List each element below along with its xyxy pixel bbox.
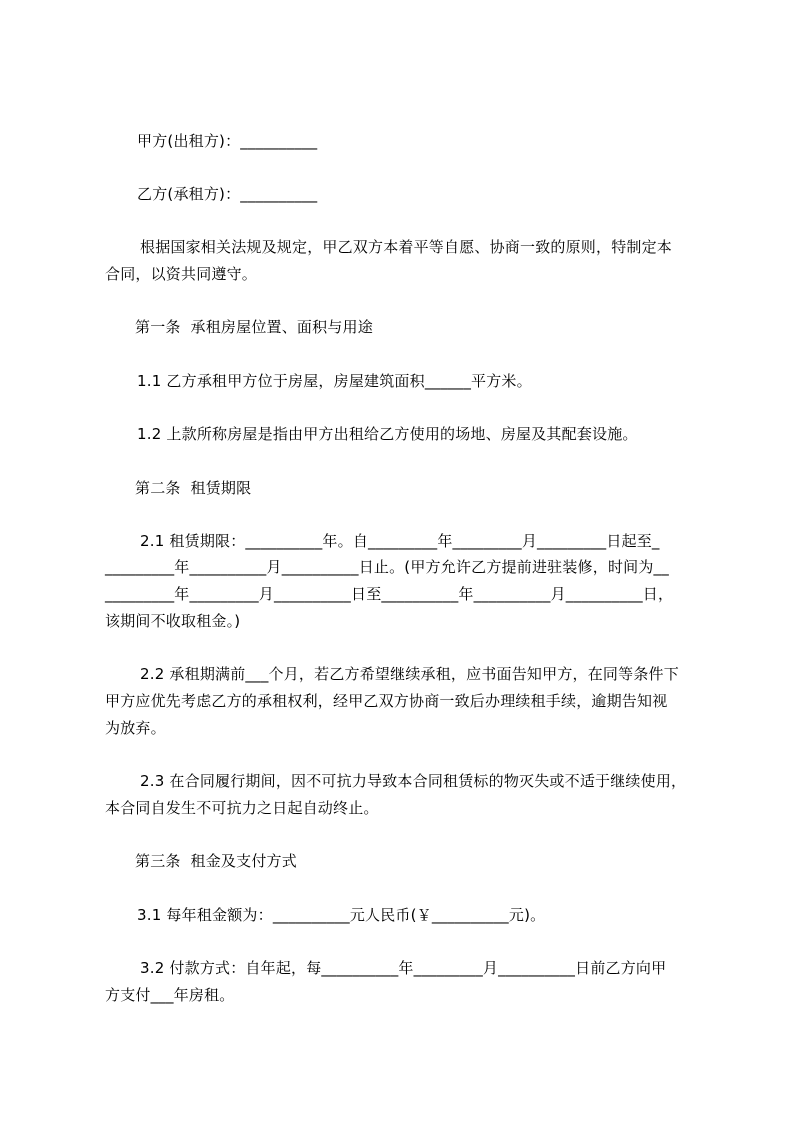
article-3-heading: 第三条 租金及支付方式 — [135, 852, 297, 870]
clause-2-1-line-4: 该期间不收取租金。) — [105, 612, 241, 630]
article-1-heading: 第一条 承租房屋位置、面积与用途 — [135, 318, 373, 336]
clause-2-3-line-1: 2.3 在合同履行期间，因不可抗力导致本合同租赁标的物灭失或不适于继续使用， — [140, 772, 687, 790]
article-2-heading: 第二条 租赁期限 — [135, 479, 252, 497]
clause-1-1: 1.1 乙方承租甲方位于房屋，房屋建筑面积______平方米。 — [137, 372, 532, 390]
clause-2-1-line-1: 2.1 租赁期限：__________年。自_________年_________月_________日起至_ — [140, 532, 660, 550]
clause-2-2-line-3: 为放弃。 — [105, 719, 166, 737]
clause-2-1-line-3: _________年_________月__________日至__________年__________月__________日， — [105, 585, 674, 603]
clause-3-2-line-2: 方支付___年房租。 — [105, 986, 235, 1004]
clause-2-2-line-2: 甲方应优先考虑乙方的承租权利，经甲乙双方协商一致后办理续租手续，逾期告知视 — [105, 692, 668, 710]
party-b-line: 乙方(承租方)：__________ — [137, 185, 318, 203]
preamble-line-1: 根据国家相关法规及规定，甲乙双方本着平等自愿、协商一致的原则，特制定本 — [140, 238, 673, 256]
party-a-line: 甲方(出租方)：__________ — [137, 132, 318, 150]
clause-2-3-line-2: 本合同自发生不可抗力之日起自动终止。 — [105, 799, 379, 817]
clause-3-2-line-1: 3.2 付款方式：自年起，每__________年_________月__________日前乙方向甲 — [140, 959, 667, 977]
clause-1-2: 1.2 上款所称房屋是指由甲方出租给乙方使用的场地、房屋及其配套设施。 — [137, 425, 638, 443]
clause-3-1: 3.1 每年租金额为：__________元人民币(￥__________元)。 — [137, 906, 546, 924]
clause-2-1-line-2: _________年__________月__________日止。(甲方允许乙方提前进驻装修，时间为__ — [105, 558, 669, 576]
clause-2-2-line-1: 2.2 承租期满前___个月，若乙方希望继续承租，应书面告知甲方，在同等条件下 — [140, 665, 679, 683]
preamble-line-2: 合同，以资共同遵守。 — [105, 265, 258, 283]
